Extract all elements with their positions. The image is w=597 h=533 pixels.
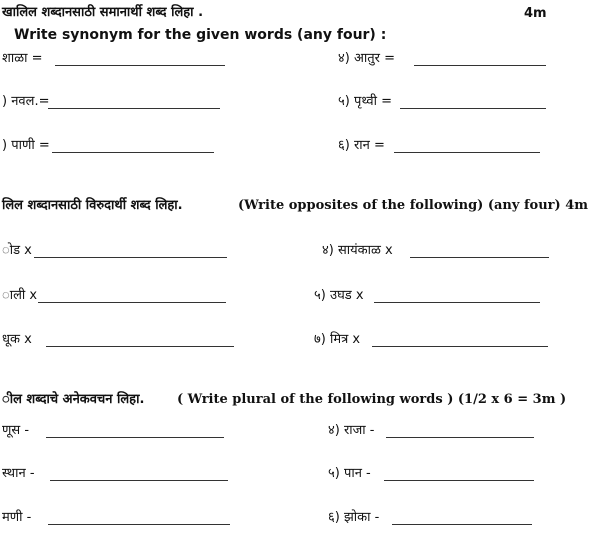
opposite-item-label: धूक x	[2, 332, 32, 347]
answer-line[interactable]	[372, 346, 548, 347]
answer-line[interactable]	[386, 437, 534, 438]
section3-title: ील शब्दाचे अनेकवचन लिहा.	[2, 392, 145, 407]
answer-line[interactable]	[38, 302, 226, 303]
plural-item-label: ६) झोका -	[328, 510, 380, 525]
section3-title-en: ( Write plural of the following words ) (1/2 x 6 = 3m )	[177, 392, 567, 407]
section1-marks: 4m	[524, 6, 547, 21]
opposite-item-label: ४) सायंकाळ x	[322, 243, 393, 258]
synonym-item-label: ४) आतुर =	[338, 51, 396, 66]
answer-line[interactable]	[384, 480, 534, 481]
answer-line[interactable]	[50, 480, 228, 481]
synonym-item-label: शाळा =	[2, 51, 43, 66]
answer-line[interactable]	[392, 524, 532, 525]
synonym-item-label: ६) रान =	[338, 138, 385, 153]
answer-line[interactable]	[374, 302, 540, 303]
answer-line[interactable]	[394, 152, 540, 153]
answer-line[interactable]	[34, 257, 227, 258]
section1-title: खालिल शब्दानसाठी समानार्थी शब्द लिहा .	[2, 5, 204, 20]
section1-subtitle: Write synonym for the given words (any four) :	[14, 27, 387, 43]
answer-line[interactable]	[410, 257, 549, 258]
section2-title-en: (Write opposites of the following) (any four) 4m	[238, 198, 589, 213]
plural-item-label: णूस -	[2, 423, 30, 438]
answer-line[interactable]	[55, 65, 225, 66]
answer-line[interactable]	[400, 108, 546, 109]
answer-line[interactable]	[46, 346, 234, 347]
opposite-item-label: ५) उघड x	[314, 288, 364, 303]
plural-item-label: स्थान -	[2, 466, 35, 481]
plural-item-label: ५) पान -	[328, 466, 371, 481]
synonym-item-label: ) नवल.=	[2, 94, 50, 109]
answer-line[interactable]	[48, 524, 230, 525]
opposite-item-label: ोड x	[2, 243, 32, 258]
section2-title: लिल शब्दानसाठी विरुदार्थी शब्द लिहा.	[2, 198, 183, 213]
synonym-item-label: ५) पृथ्वी =	[338, 94, 392, 109]
answer-line[interactable]	[52, 152, 214, 153]
plural-item-label: ४) राजा -	[328, 423, 375, 438]
answer-line[interactable]	[48, 108, 220, 109]
opposite-item-label: ७) मित्र x	[314, 332, 361, 347]
answer-line[interactable]	[46, 437, 224, 438]
plural-item-label: मणी -	[2, 510, 32, 525]
opposite-item-label: ाली x	[2, 288, 38, 303]
answer-line[interactable]	[414, 65, 546, 66]
synonym-item-label: ) पाणी =	[2, 138, 50, 153]
